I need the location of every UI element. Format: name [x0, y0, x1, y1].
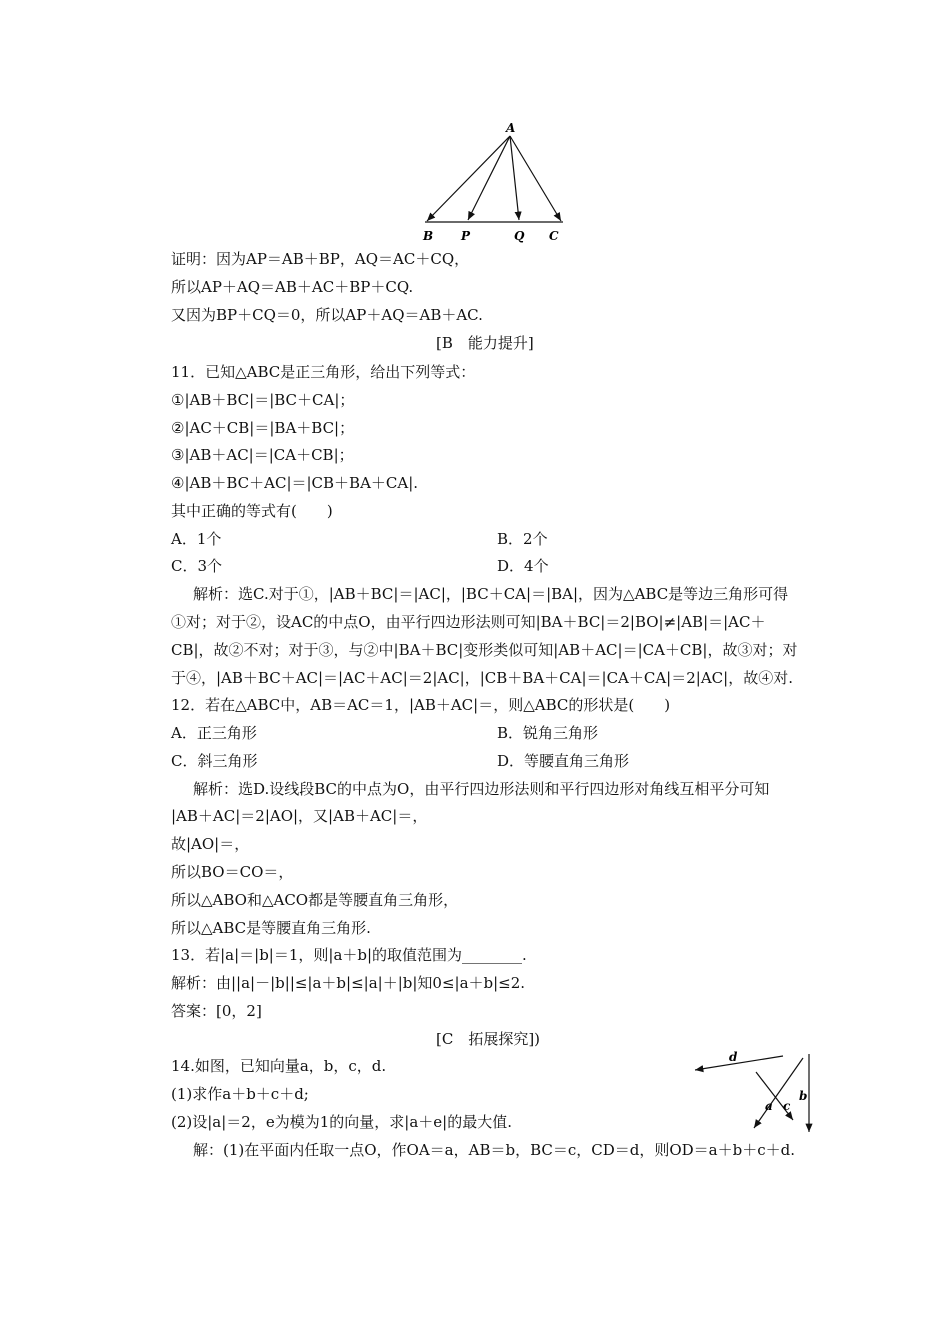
q11-option-a: A．1个: [171, 530, 222, 548]
label-P: P: [461, 229, 471, 243]
section-b-heading: [B 能力提升]: [436, 334, 534, 352]
q11-solution-3: CB|，故②不对；对于③，与②中|BA＋BC|变形类似可知|AB＋AC|＝|CA＋CB|，故③对；对: [171, 641, 798, 659]
q12-option-a: A．正三角形: [171, 724, 257, 742]
triangle-figure: [415, 118, 575, 248]
q11-ask: 其中正确的等式有( ): [171, 502, 333, 520]
q11-solution-4: 于④，|AB＋BC＋AC|＝|AC＋AC|＝2|AC|，|CB＋BA＋CA|＝|CA＋CA|＝2|AC|，故④对.: [171, 669, 793, 687]
q11-option-d: D．4个: [497, 557, 549, 575]
label-b: b: [799, 1089, 808, 1103]
vectors-figure: [685, 1048, 825, 1140]
label-A: A: [506, 121, 516, 135]
label-c: c: [783, 1099, 791, 1113]
proof-line-3: 又因为BP＋CQ＝0，所以AP＋AQ＝AB＋AC.: [171, 306, 483, 324]
q11-option-c: C．3个: [171, 557, 223, 575]
q12-solution-2: |AB＋AC|＝2|AO|，又|AB＋AC|＝，: [171, 807, 428, 825]
q11-solution-1: 解析：选C.对于①，|AB＋BC|＝|AC|，|BC＋CA|＝|BA|，因为△ABC是等边三角形可得: [193, 585, 789, 603]
q12-solution-4: 所以BO＝CO＝，: [171, 863, 294, 881]
q12-solution-5: 所以△ABO和△ACO都是等腰直角三角形，: [171, 891, 459, 909]
proof-line-1: 证明：因为AP＝AB＋BP，AQ＝AC＋CQ，: [171, 250, 470, 268]
q12-stem: 12．若在△ABC中，AB＝AC＝1，|AB＋AC|＝，则△ABC的形状是( ): [171, 696, 671, 714]
q14-part-2: (2)设|a|＝2，e为模为1的向量，求|a＋e|的最大值.: [171, 1113, 512, 1131]
label-C: C: [549, 229, 559, 243]
q11-eq3: ③|AB＋AC|＝|CA＋CB|；: [171, 446, 354, 464]
label-a: a: [765, 1099, 773, 1113]
q11-eq4: ④|AB＋BC＋AC|＝|CB＋BA＋CA|.: [171, 474, 419, 492]
section-c-heading: [C 拓展探究]): [436, 1030, 541, 1048]
q12-solution-1: 解析：选D.设线段BC的中点为O，由平行四边形法则和平行四边形对角线互相平分可知: [193, 780, 770, 798]
q12-solution-6: 所以△ABC是等腰直角三角形.: [171, 919, 371, 937]
q11-option-b: B．2个: [497, 530, 548, 548]
label-d: d: [729, 1050, 738, 1064]
q13-stem: 13．若|a|＝|b|＝1，则|a＋b|的取值范围为________.: [171, 946, 527, 964]
q12-option-c: C．斜三角形: [171, 752, 258, 770]
q13-answer: 答案：[0，2]: [171, 1002, 262, 1020]
q14-solution: 解：(1)在平面内任取一点O，作OA＝a，AB＝b，BC＝c，CD＝d，则OD＝a＋b＋c＋d.: [193, 1141, 796, 1159]
q14-stem: 14.如图，已知向量a，b，c，d.: [171, 1057, 387, 1075]
proof-line-2: 所以AP＋AQ＝AB＋AC＋BP＋CQ.: [171, 278, 414, 296]
q11-eq1: ①|AB＋BC|＝|BC＋CA|；: [171, 391, 355, 409]
q11-eq2: ②|AC＋CB|＝|BA＋BC|；: [171, 419, 355, 437]
q12-solution-3: 故|AO|＝，: [171, 835, 250, 853]
q14-part-1: (1)求作a＋b＋c＋d;: [171, 1085, 309, 1103]
label-B: B: [423, 229, 434, 243]
q11-solution-2: ①对；对于②，设AC的中点O，由平行四边形法则可知|BA＋BC|＝2|BO|≠|AB|＝|AC＋: [171, 613, 766, 631]
label-Q: Q: [514, 229, 525, 243]
q13-solution: 解析：由||a|－|b||≤|a＋b|≤|a|＋|b|知0≤|a＋b|≤2.: [171, 974, 526, 992]
q12-option-d: D．等腰直角三角形: [497, 752, 630, 770]
q12-option-b: B．锐角三角形: [497, 724, 599, 742]
q11-stem: 11．已知△ABC是正三角形，给出下列等式：: [171, 363, 476, 381]
